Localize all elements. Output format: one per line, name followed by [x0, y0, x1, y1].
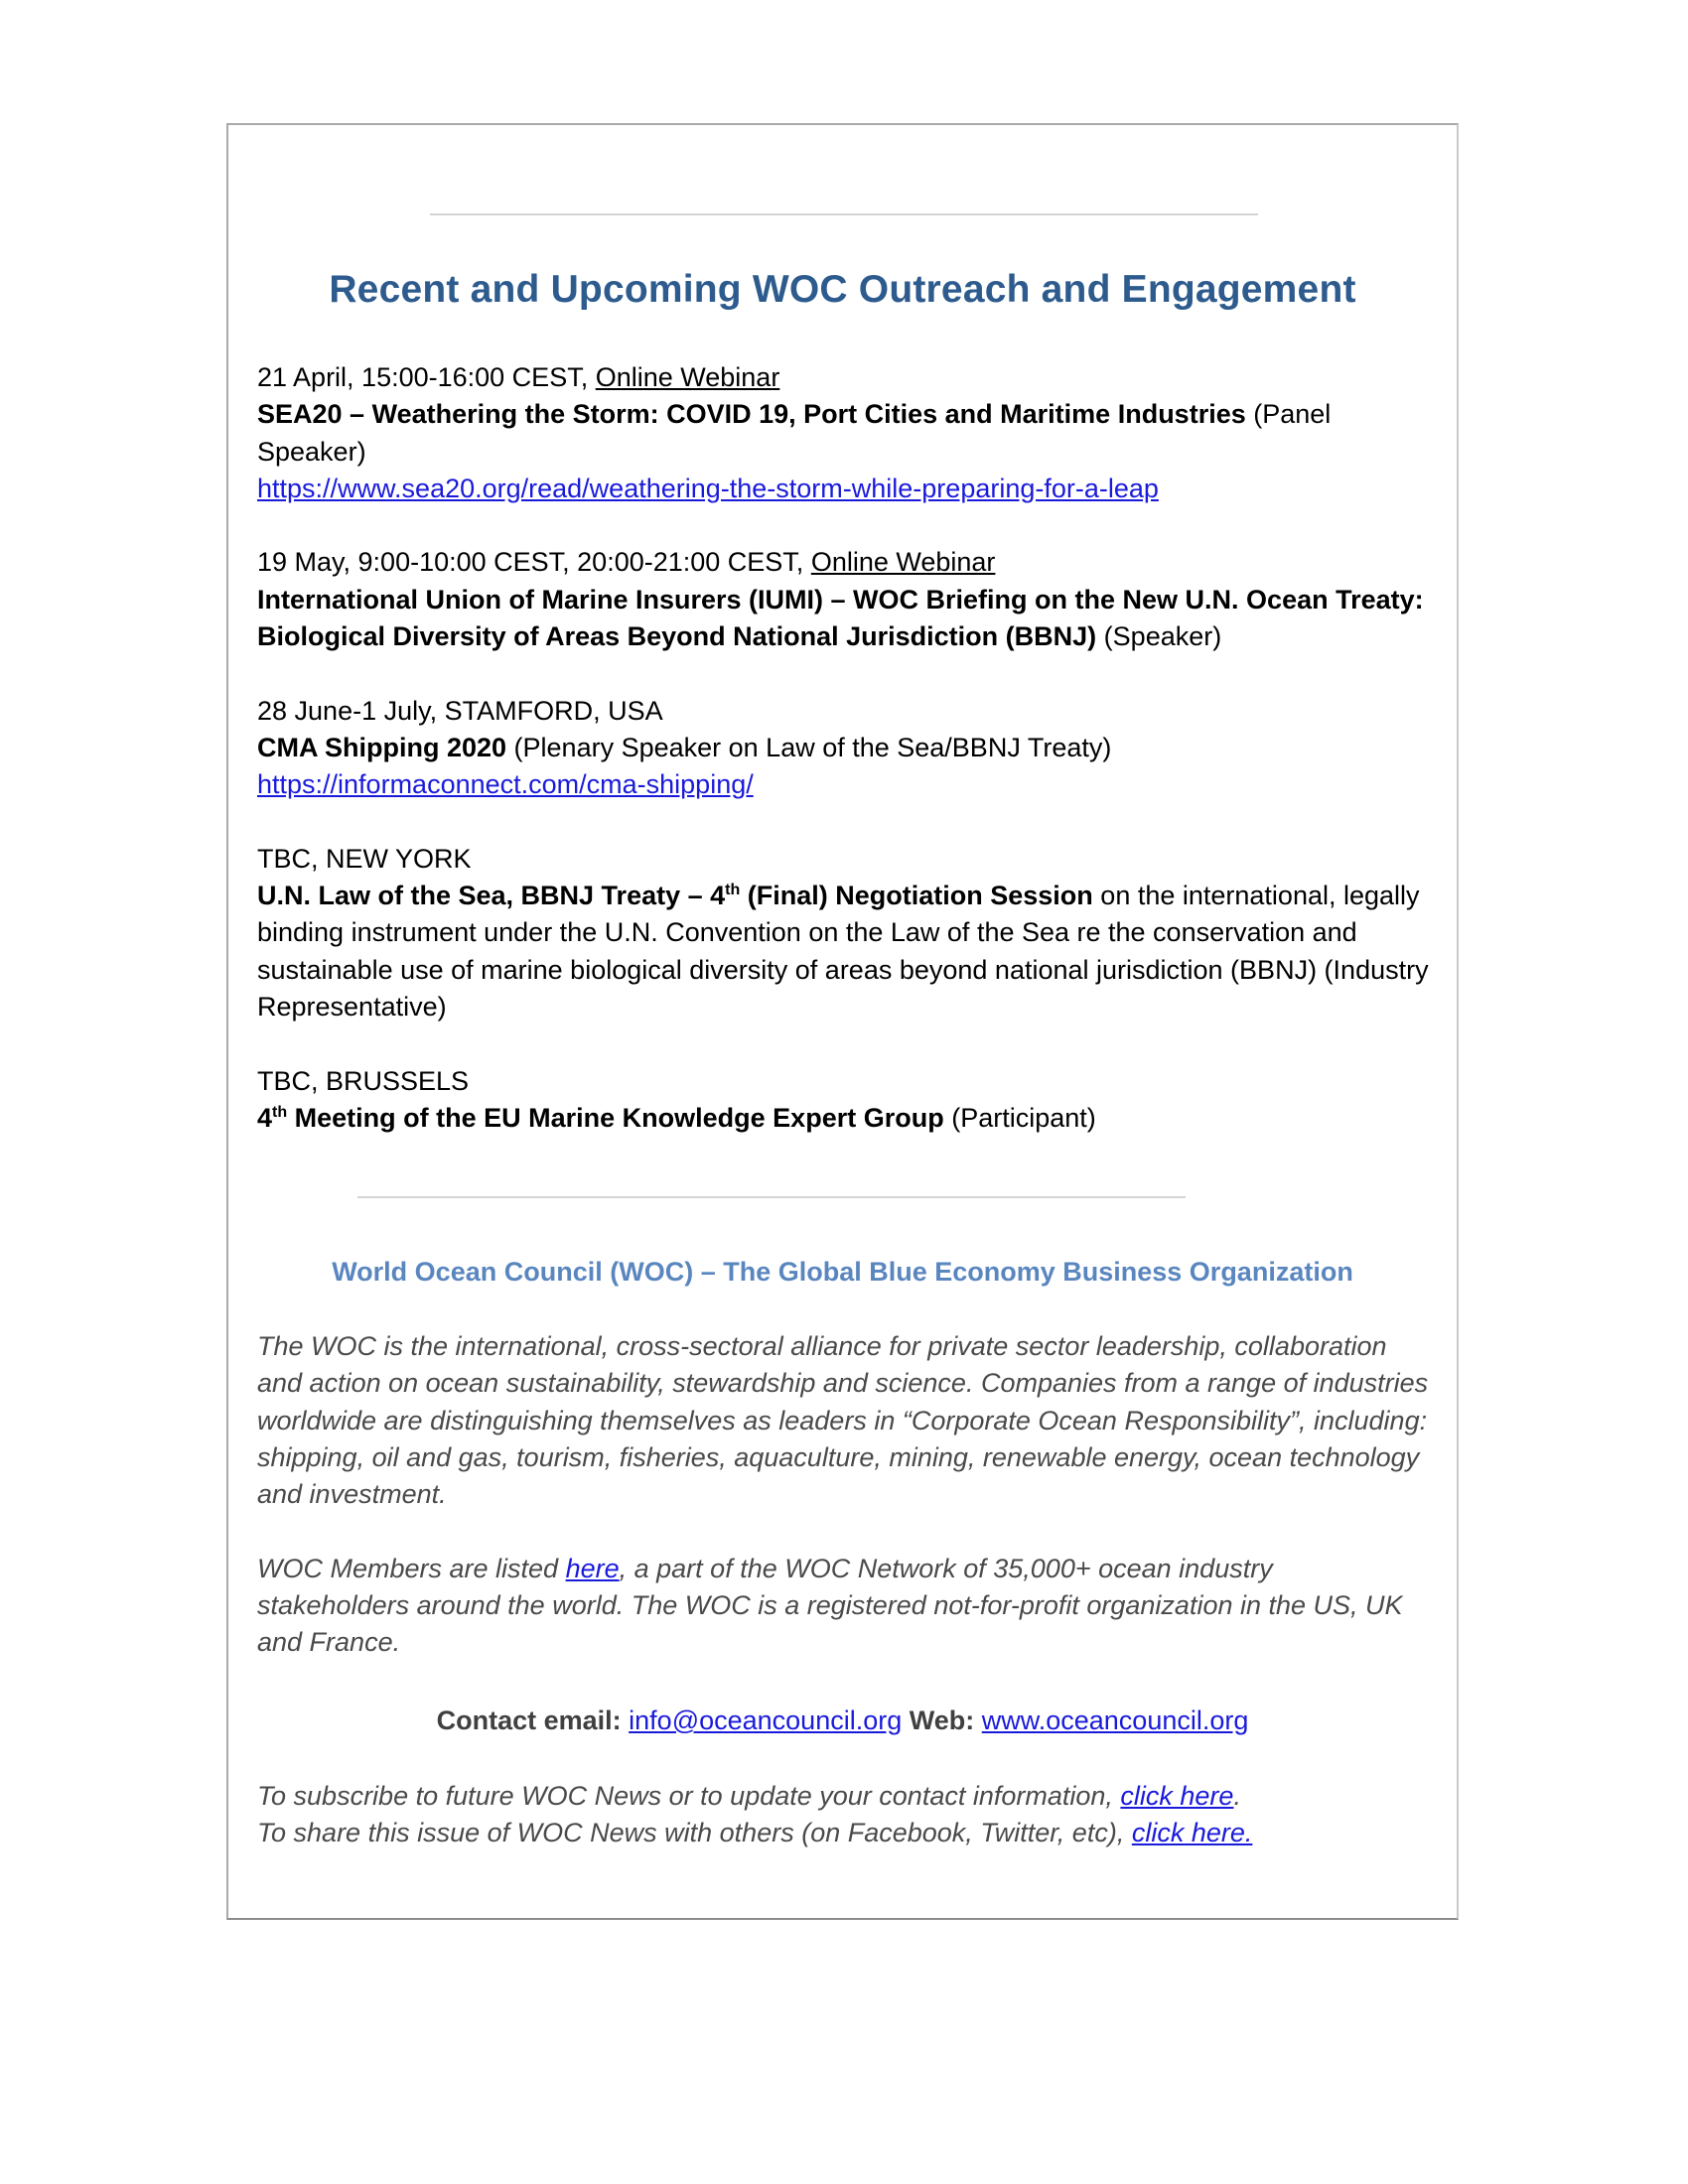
contact-line: [226, 1706, 1459, 1736]
middle-divider: [357, 1196, 1186, 1198]
event-role: (Plenary Speaker on Law of the Sea/BBNJ Treaty): [506, 732, 1112, 762]
event-description: on the international, legally binding instrument under the U.N. Convention on the Law of the Sea re the conservation and sustainable use of marine biological diversity of areas beyond national jurisdiction (BBNJ) (Industry Representative): [257, 881, 1429, 1023]
event-name: CMA Shipping 2020: [257, 732, 507, 762]
event-when: TBC, NEW YORK: [257, 843, 472, 874]
event-role: (Participant): [943, 1102, 1096, 1133]
events-list: [257, 359, 1439, 1174]
event-details: [257, 582, 1439, 656]
event-details: [257, 1100, 1439, 1137]
event-item: [257, 544, 1439, 655]
event-role: (Panel Speaker): [257, 399, 1332, 467]
share-link[interactable]: click here.: [1131, 1818, 1253, 1848]
event-when: 21 April, 15:00-16:00 CEST, Online Webinar: [257, 362, 780, 392]
event-when: TBC, BRUSSELS: [257, 1065, 470, 1096]
contact-email-label: Contact email:: [436, 1706, 630, 1735]
org-about: [257, 1328, 1429, 1699]
event-link[interactable]: https://informaconnect.com/cma-shipping/: [257, 769, 754, 800]
contact-email-link[interactable]: info@oceancouncil.org: [629, 1706, 903, 1735]
event-link[interactable]: https://www.sea20.org/read/weathering-the-storm-while-preparing-for-a-leap: [257, 473, 1159, 503]
subscribe-section: [257, 1778, 1429, 1852]
event-item: [257, 359, 1439, 507]
about-paragraph: The WOC is the international, cross-sectoral alliance for private sector leadership, collaboration and action on ocean sustainability, stewardship and science. Companies from a range of industries worldwide are distinguishing themselves as leaders in “Corporate Ocean Responsibility”, including: shipping, oil and gas, tourism, fisheries, aquaculture, mining, renewable energy, ocean technology and investment.: [257, 1331, 1429, 1510]
subscribe-link[interactable]: click here: [1120, 1781, 1234, 1811]
share-line: To share this issue of WOC News with others (on Facebook, Twitter, etc), click here.: [257, 1818, 1253, 1848]
event-item: [257, 1063, 1439, 1138]
website-link[interactable]: www.oceancouncil.org: [981, 1706, 1249, 1735]
web-label: Web:: [902, 1706, 982, 1735]
section-title: Recent and Upcoming WOC Outreach and Engagement: [329, 268, 1356, 311]
event-details: [257, 878, 1439, 1025]
event-when: 28 June-1 July, STAMFORD, USA: [257, 695, 663, 726]
event-details: [257, 396, 1439, 471]
event-item: [257, 841, 1439, 1025]
event-format: Online Webinar: [810, 547, 996, 578]
event-name: SEA20 – Weathering the Storm: COVID 19, Port Cities and Maritime Industries: [257, 399, 1246, 430]
members-link[interactable]: here: [565, 1553, 620, 1583]
event-item: [257, 693, 1439, 804]
event-name: International Union of Marine Insurers (IUMI) – WOC Briefing on the New U.N. Ocean Treaty: Biological Diversity of Areas Beyond National Jurisdiction (BBNJ): [257, 584, 1424, 652]
event-format: Online Webinar: [595, 362, 780, 392]
event-name: 4th Meeting of the EU Marine Knowledge Expert Group: [257, 1102, 944, 1133]
subscribe-line: To subscribe to future WOC News or to update your contact information, click here.: [257, 1781, 1241, 1811]
event-role: (Speaker): [1096, 621, 1222, 652]
event-name: U.N. Law of the Sea, BBNJ Treaty – 4th (Final) Negotiation Session: [257, 881, 1093, 911]
members-paragraph: WOC Members are listed here, a part of the WOC Network of 35,000+ ocean industry stakeholders around the world. The WOC is a registered not-for-profit organization in the US, UK and France.: [257, 1553, 1403, 1658]
event-when: 19 May, 9:00-10:00 CEST, 20:00-21:00 CEST, Online Webinar: [257, 547, 996, 578]
event-details: [257, 730, 1439, 766]
top-divider: [430, 213, 1258, 215]
org-subtitle: World Ocean Council (WOC) – The Global Blue Economy Business Organization: [332, 1257, 1353, 1287]
